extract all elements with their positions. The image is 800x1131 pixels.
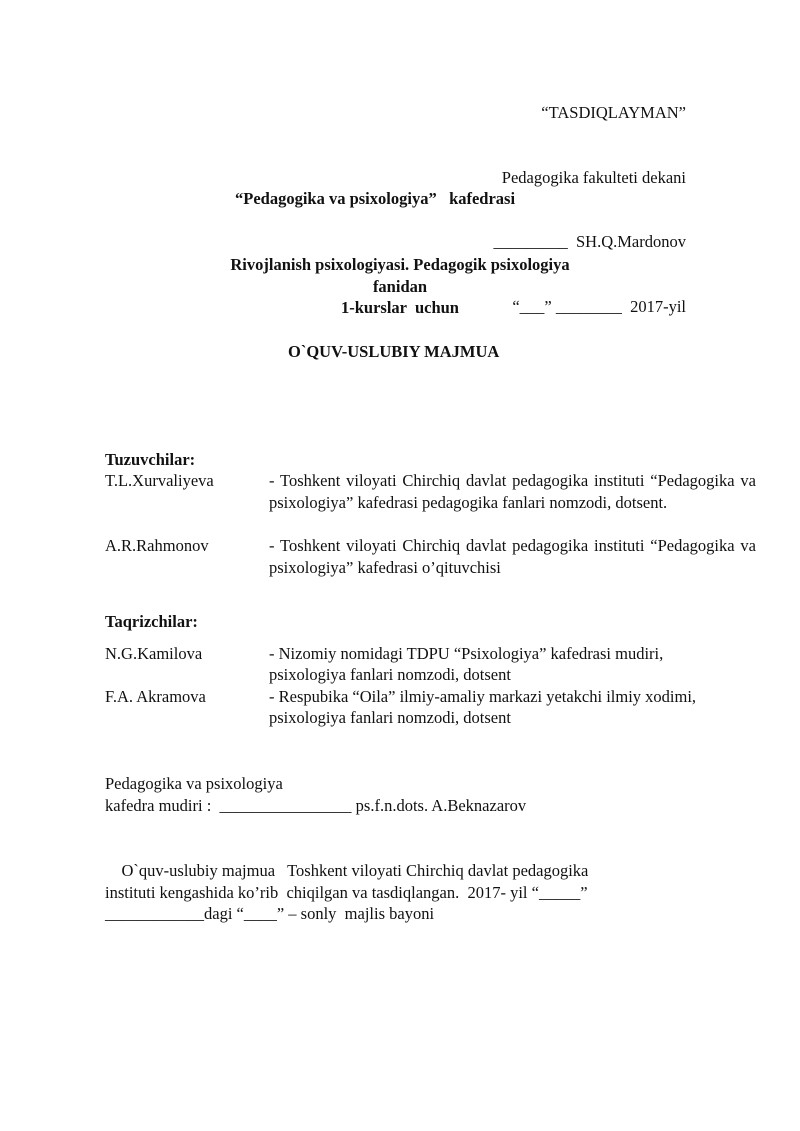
authors-heading: Tuzuvchilar:: [105, 450, 196, 469]
approval-note-line-1: O`quv-uslubiy majmua Toshkent viloyati Chirchiq davlat pedagogika: [105, 861, 589, 880]
document-title: O`QUV-USLUBIY MAJMUA: [288, 342, 500, 361]
reviewer-name: F.A. Akramova: [105, 687, 206, 706]
subject-line-2: fanidan: [372, 277, 428, 296]
reviewer-description-line-2: psixologiya fanlari nomzodi, dotsent: [269, 665, 511, 684]
approval-position: Pedagogika fakulteti dekani: [501, 167, 686, 187]
approval-note-line-3: ____________dagi “____” – sonly majlis bayoni: [105, 904, 435, 923]
head-of-department-line-1: Pedagogika va psixologiya: [105, 774, 283, 793]
reviewer-name: N.G.Kamilova: [105, 644, 203, 663]
department-title: “Pedagogika va psixologiya” kafedrasi: [235, 189, 516, 208]
subject-line-1: Rivojlanish psixologiyasi. Pedagogik psixologiya: [230, 255, 570, 274]
author-description: - Toshkent viloyati Chirchiq davlat pedagogika instituti “Pedagogika va psixologiya” kafedrasi o’qituvchisi: [269, 536, 756, 577]
author-name: A.R.Rahmonov: [105, 536, 209, 555]
head-of-department-line-2: kafedra mudiri : ________________ ps.f.n.dots. A.Beknazarov: [105, 796, 527, 815]
subject-line-3: 1-kurslar uchun: [341, 298, 459, 317]
reviewer-description-line-1: - Nizomiy nomidagi TDPU “Psixologiya” kafedrasi mudiri,: [269, 644, 664, 663]
approval-title: “TASDIQLAYMAN”: [541, 103, 686, 122]
author-description: - Toshkent viloyati Chirchiq davlat pedagogika instituti “Pedagogika va psixologiya” kafedrasi pedagogika fanlari nomzodi, dotsent.: [269, 471, 756, 512]
approval-date-line: “___” ________ 2017-yil: [512, 296, 686, 316]
author-name: T.L.Xurvaliyeva: [105, 471, 214, 490]
reviewer-description-line-2: psixologiya fanlari nomzodi, dotsent: [269, 708, 511, 727]
approval-note-line-2: instituti kengashida ko’rib chiqilgan va tasdiqlangan. 2017- yil “_____”: [105, 883, 588, 902]
reviewers-heading: Taqrizchilar:: [105, 612, 198, 631]
reviewer-description-line-1: - Respubika “Oila” ilmiy-amaliy markazi yetakchi ilmiy xodimi,: [269, 687, 697, 706]
approval-signature-line: _________ SH.Q.Mardonov: [493, 232, 686, 251]
